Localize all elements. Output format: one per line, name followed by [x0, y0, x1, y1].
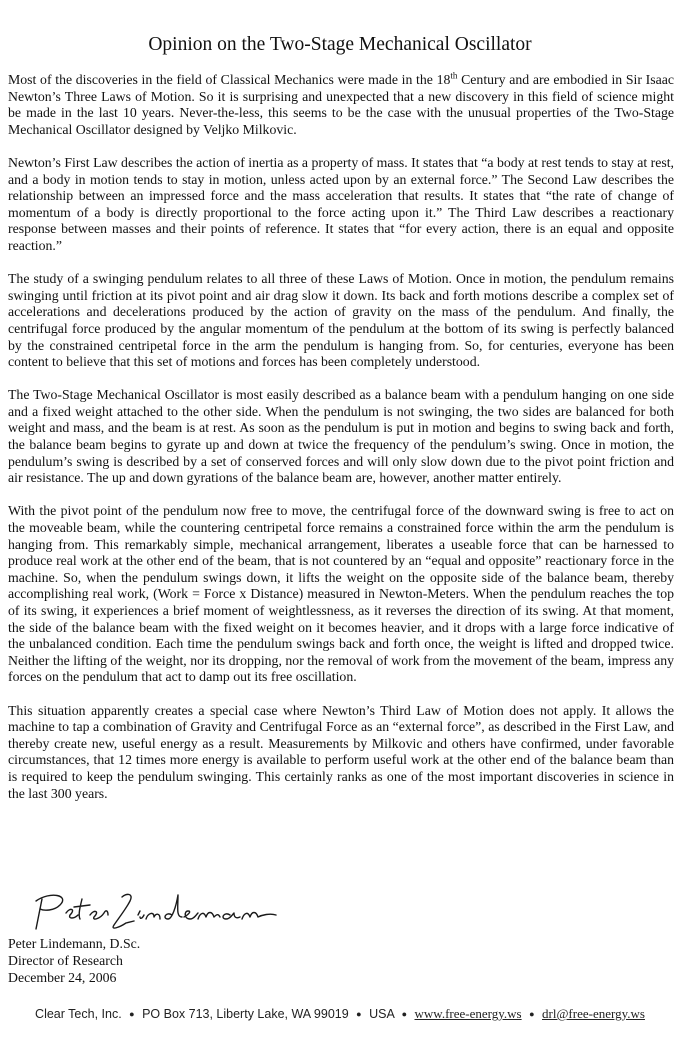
footer-company: Clear Tech, Inc.	[35, 1007, 122, 1021]
signer-title: Director of Research	[8, 953, 123, 968]
paragraph-2: Newton’s First Law describes the action of inertia as a property of mass. It states that “a body at rest tends to stay at rest, and a body in motion tends to stay in motion, unless acted upon by an external force.” The Second Law describes the relationship between an impressed force and the mass acceleration that results. It states that “the rate of change of momentum of a body is directly proportional to the force acting upon it.” The Third Law describes a reactionary response between masses and their points of reference. It states that “for every action, there is an equal and opposite reaction.”	[8, 154, 674, 253]
paragraph-5: With the pivot point of the pendulum now free to move, the centrifugal force of the downward swing is free to act on the moveable beam, while the countering centripetal force remains a constrained force within the arm the pendulum is hanging from. This remarkably simple, mechanical arrangement, liberates a useable force that can be harnessed to produce real work at the other end of the beam, that is not countered by an “equal and opposite” reactionary force in the machine. So, when the pendulum swings down, it lifts the weight on the opposite side of the balance beam, thereby accomplishing real work, (Work = Force x Distance) measured in Newton-Meters. When the pendulum reaches the top of its swing, it experiences a brief moment of weightlessness, as it reverses the direction of its swing. At that moment, the side of the balance beam with the fixed weight on it becomes heavier, and it drops with a large force indicative of the unbalanced condition. Each time the pendulum swings back and forth once, the weight is lifted and dropped twice. Neither the lifting of the weight, nor its dropping, nor the removal of work from the movement of the beam, impress any forces on the pendulum that act to damp out its free oscillation.	[8, 503, 674, 685]
paragraph-6: This situation apparently creates a special case where Newton’s Third Law of Motion does not apply. It allows the machine to tap a combination of Gravity and Centrifugal Force as an “external force”, as described in the First Law, and thereby create new, useful energy as a result. Measurements by Milkovic and others have confirmed, under favorable circumstances, that 12 times more energy is available to perform useful work at the other end of the balance beam than is required to keep the pendulum swinging. This certainly ranks as one of the most important discoveries in science in the last 300 years.	[8, 702, 674, 801]
bullet-separator: ●	[529, 1009, 535, 1019]
ordinal-superscript: th	[450, 70, 458, 81]
paragraph-1-start: Most of the discoveries in the field of Classical Mechanics were made in the 18	[8, 72, 451, 87]
bullet-separator: ●	[356, 1009, 362, 1019]
website-link[interactable]: www.free-energy.ws	[414, 1006, 522, 1021]
email-link[interactable]: drl@free-energy.ws	[542, 1006, 645, 1021]
paragraph-1-rest: Century and are embodied in Sir Isaac Newton’s Three Laws of Motion. So it is surprising and unexpected that a new discovery in this field of science might be made in the last 10 years. Never-the-less, this seems to be the case with the unusual properties of the Two-Stage Mechanical Oscillator designed by Veljko Milkovic.	[8, 72, 674, 137]
handwritten-signature	[30, 887, 310, 935]
paragraph-3: The study of a swinging pendulum relates to all three of these Laws of Motion. Once in motion, the pendulum remains swinging until friction at its pivot point and air drag slow it down. Its back and forth motions describe a complex set of accelerations and decelerations produced by the action of gravity on the mass of the pendulum. And finally, the centrifugal force produced by the angular momentum of the pendulum at the bottom of its swing is perfectly balanced by the constrained centripetal force in the arm the pendulum is hanging from. So, for centuries, everyone has been content to believe that this set of motions and forces has been completely understood.	[8, 271, 674, 370]
document-body	[8, 72, 674, 802]
paragraph-1	[8, 72, 674, 138]
bullet-separator: ●	[129, 1009, 135, 1019]
letterhead-footer	[0, 1006, 680, 1022]
paragraph-4: The Two-Stage Mechanical Oscillator is most easily described as a balance beam with a pendulum hanging on one side and a fixed weight attached to the other side. When the pendulum is not swinging, the two sides are balanced for both weight and mass, and the beam is at rest. As soon as the pendulum is put in motion and begins to swing back and forth, the balance beam begins to gyrate up and down at twice the frequency of the pendulum’s swing. Once in motion, the pendulum’s swing is described by a set of conserved forces and will only slow down due to the pivot point friction and air resistance. The up and down gyrations of the balance beam are, however, another matter entirely.	[8, 387, 674, 486]
document-title: Opinion on the Two-Stage Mechanical Oscillator	[148, 34, 532, 55]
bullet-separator: ●	[401, 1009, 408, 1019]
signature-date: December 24, 2006	[8, 970, 117, 985]
footer-address: PO Box 713, Liberty Lake, WA 99019	[142, 1007, 349, 1021]
footer-country: USA	[369, 1007, 395, 1021]
signer-name: Peter Lindemann, D.Sc.	[8, 936, 141, 951]
signature-block	[8, 935, 140, 986]
